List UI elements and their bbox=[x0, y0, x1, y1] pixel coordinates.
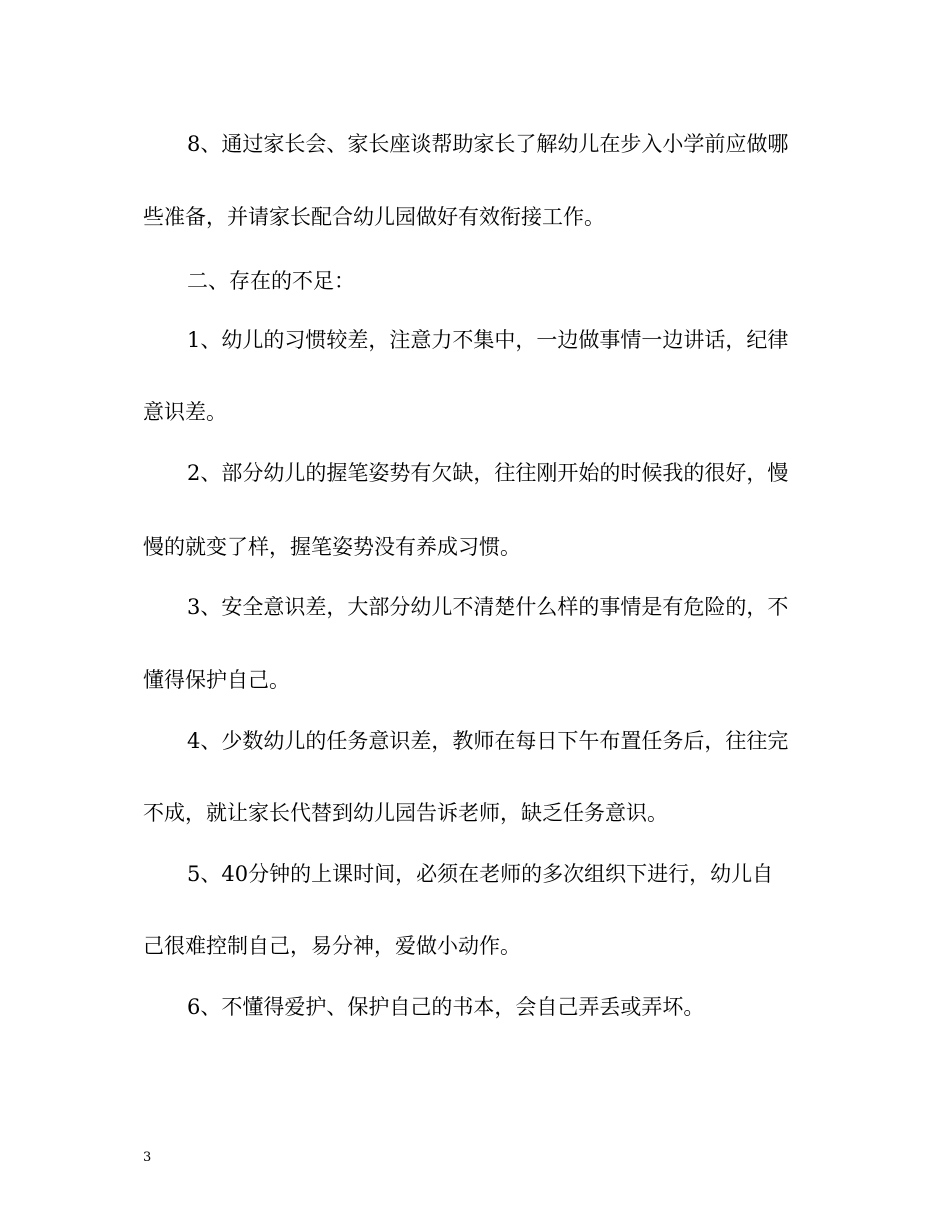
item-4-line-2: 不成，就让家长代替到幼儿园告诉老师，缺乏任务意识。 bbox=[143, 801, 668, 825]
item-3-line-2: 懂得保护自己。 bbox=[143, 668, 290, 692]
item-5-line-2: 己很难控制自己，易分神，爱做小动作。 bbox=[143, 934, 521, 958]
page-number: 3 bbox=[143, 1150, 152, 1165]
section-heading-shortcomings: 二、存在的不足： bbox=[187, 269, 355, 293]
item-4-line-1: 4、少数幼儿的任务意识差，教师在每日下午布置任务后，往往完 bbox=[187, 729, 789, 753]
paragraph-8-line-2: 些准备，并请家长配合幼儿园做好有效衔接工作。 bbox=[143, 205, 605, 229]
item-1-line-1: 1、幼儿的习惯较差，注意力不集中，一边做事情一边讲话，纪律 bbox=[187, 328, 789, 352]
item-2-line-2: 慢的就变了样，握笔姿势没有养成习惯。 bbox=[143, 535, 521, 559]
item-3-line-1: 3、安全意识差，大部分幼儿不清楚什么样的事情是有危险的，不 bbox=[187, 595, 789, 619]
item-2-line-1: 2、部分幼儿的握笔姿势有欠缺，往往刚开始的时候我的很好，慢 bbox=[187, 461, 789, 485]
item-5-line-1: 5、40分钟的上课时间，必须在老师的多次组织下进行，幼儿自 bbox=[187, 862, 774, 886]
paragraph-8-line-1: 8、通过家长会、家长座谈帮助家长了解幼儿在步入小学前应做哪 bbox=[187, 132, 789, 156]
item-1-line-2: 意识差。 bbox=[143, 400, 227, 424]
item-6-line-1: 6、不懂得爱护、保护自己的书本，会自己弄丢或弄坏。 bbox=[187, 995, 705, 1019]
